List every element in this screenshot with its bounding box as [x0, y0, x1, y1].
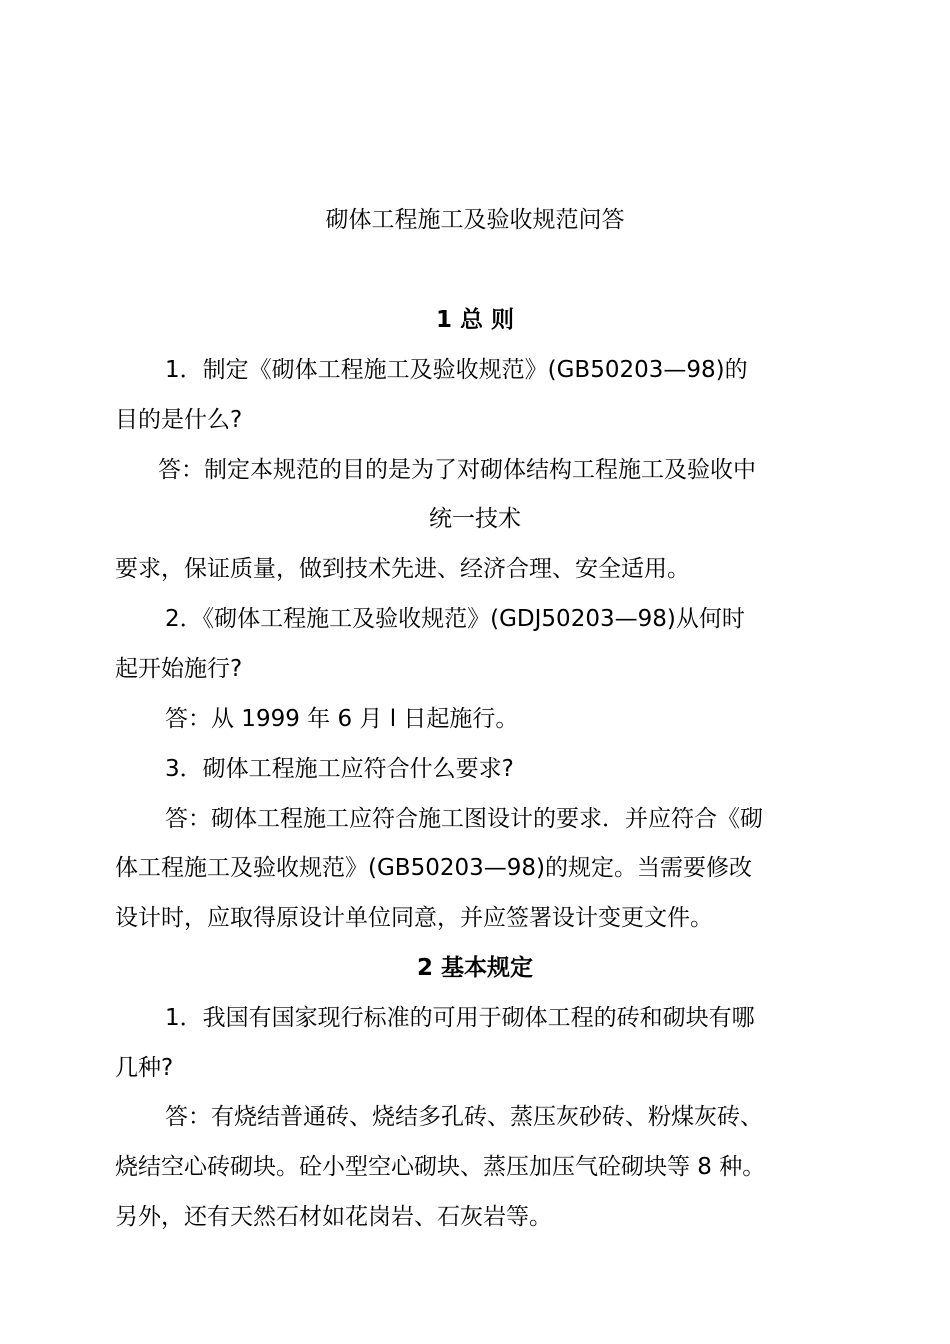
- answer-1-line-2: 统一技术: [429, 506, 521, 532]
- answer-2-line-1: 答：从 1999 年 6 月 l 日起施行。: [165, 706, 519, 732]
- section-heading-basic-rules: 2 基本规定: [416, 955, 533, 981]
- section-heading-general: 1 总 则: [435, 307, 515, 333]
- question-2-line-2: 起开始施行?: [115, 656, 243, 682]
- section2-answer-1-line-2: 烧结空心砖砌块。砼小型空心砌块、蒸压加压气砼砌块等 8 种。: [115, 1154, 766, 1180]
- answer-3-line-2: 体工程施工及验收规范》(GB50203—98)的规定。当需要修改: [115, 855, 752, 881]
- answer-1-line-3: 要求，保证质量，做到技术先进、经济合理、安全适用。: [115, 556, 690, 582]
- section2-answer-1-line-3: 另外，还有天然石材如花岗岩、石灰岩等。: [115, 1204, 552, 1230]
- question-1-line-1: 1．制定《砌体工程施工及验收规范》(GB50203—98)的: [165, 357, 748, 383]
- page-title: 砌体工程施工及验收规范问答: [325, 207, 625, 233]
- section2-question-1-line-2: 几种?: [115, 1055, 174, 1081]
- question-1-line-2: 目的是什么?: [115, 407, 243, 433]
- question-3-line-1: 3．砌体工程施工应符合什么要求?: [165, 756, 514, 782]
- section2-answer-1-line-1: 答：有烧结普通砖、烧结多孔砖、蒸压灰砂砖、粉煤灰砖、: [165, 1104, 763, 1130]
- answer-3-line-1: 答：砌体工程施工应符合施工图设计的要求．并应符合《砌: [165, 806, 763, 832]
- answer-1-line-1: 答：制定本规范的目的是为了对砌体结构工程施工及验收中: [158, 457, 756, 483]
- answer-3-line-3: 设计时，应取得原设计单位同意，并应签署设计变更文件。: [115, 905, 713, 931]
- section2-question-1-line-1: 1．我国有国家现行标准的可用于砌体工程的砖和砌块有哪: [165, 1005, 755, 1031]
- question-2-line-1: 2．《砌体工程施工及验收规范》(GDJ50203—98)从何时: [165, 606, 745, 632]
